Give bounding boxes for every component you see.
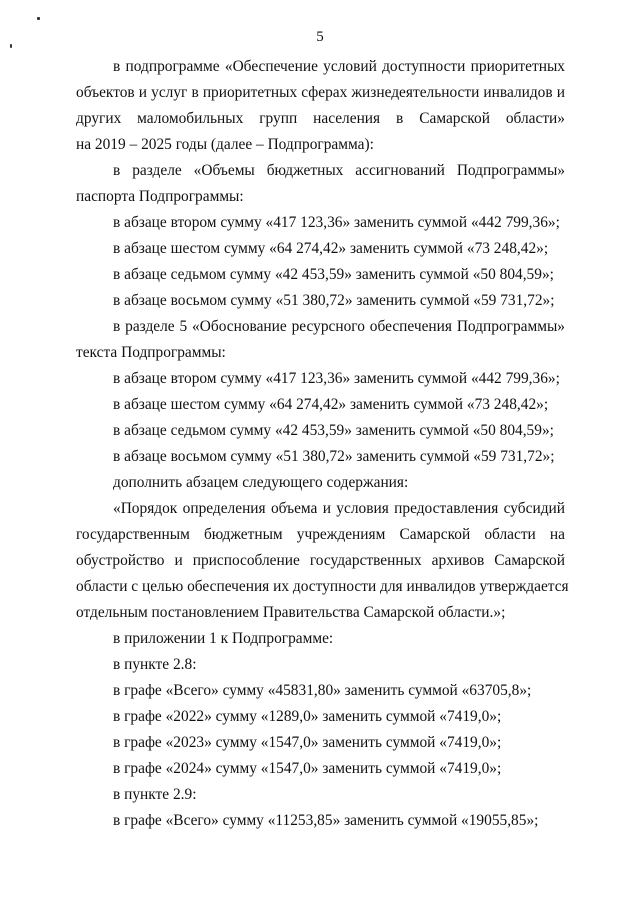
text-line: в пункте 2.9:	[113, 786, 197, 803]
text-line: других маломобильных групп населения в Самарской области»	[76, 110, 565, 127]
text-line: объектов и услуг в приоритетных сферах жизнедеятельности инвалидов и	[76, 84, 565, 101]
text-line: обустройство и приспособление государственных архивов Самарской	[76, 552, 565, 569]
text-line: в абзаце втором сумму «417 123,36» заменить суммой «442 799,36»;	[113, 214, 560, 231]
text-line: дополнить абзацем следующего содержания:	[113, 474, 409, 491]
text-line: в графе «2023» сумму «1547,0» заменить суммой «7419,0»;	[113, 734, 502, 751]
text-line: в разделе «Объемы бюджетных ассигнований Подпрограммы»	[113, 162, 565, 179]
text-line: в абзаце седьмом сумму «42 453,59» заменить суммой «50 804,59»;	[113, 266, 554, 283]
scan-mark	[37, 17, 40, 20]
text-line: в графе «2022» сумму «1289,0» заменить суммой «7419,0»;	[113, 708, 502, 725]
text-line: в абзаце восьмом сумму «51 380,72» заменить суммой «59 731,72»;	[113, 292, 555, 309]
text-line: в разделе 5 «Обоснование ресурсного обеспечения Подпрограммы»	[113, 318, 565, 335]
text-line: в абзаце втором сумму «417 123,36» заменить суммой «442 799,36»;	[113, 370, 560, 387]
text-line: в приложении 1 к Подпрограмме:	[113, 630, 334, 647]
text-line: «Порядок определения объема и условия предоставления субсидий	[113, 500, 565, 517]
page-number: 5	[316, 29, 324, 45]
text-line: отдельным постановлением Правительства Самарской области.»;	[76, 604, 506, 621]
text-line: паспорта Подпрограммы:	[76, 188, 244, 205]
text-line: в абзаце восьмом сумму «51 380,72» заменить суммой «59 731,72»;	[113, 448, 555, 465]
text-line: в пункте 2.8:	[113, 656, 197, 673]
text-line: на 2019 – 2025 годы (далее – Подпрограмма):	[76, 136, 374, 153]
text-line: в графе «Всего» сумму «11253,85» заменить суммой «19055,85»;	[113, 812, 539, 829]
text-line: государственным бюджетным учреждениям Самарской области на	[76, 526, 565, 543]
text-line: в абзаце седьмом сумму «42 453,59» заменить суммой «50 804,59»;	[113, 422, 554, 439]
text-line: в абзаце шестом сумму «64 274,42» заменить суммой «73 248,42»;	[113, 240, 549, 257]
text-line: в подпрограмме «Обеспечение условий доступности приоритетных	[113, 58, 565, 75]
text-line: в графе «2024» сумму «1547,0» заменить суммой «7419,0»;	[113, 760, 502, 777]
text-line: в абзаце шестом сумму «64 274,42» заменить суммой «73 248,42»;	[113, 396, 549, 413]
text-line: области с целью обеспечения их доступности для инвалидов утверждается	[76, 578, 569, 595]
text-line: текста Подпрограммы:	[76, 344, 226, 361]
text-line: в графе «Всего» сумму «45831,80» заменить суммой «63705,8»;	[113, 682, 532, 699]
